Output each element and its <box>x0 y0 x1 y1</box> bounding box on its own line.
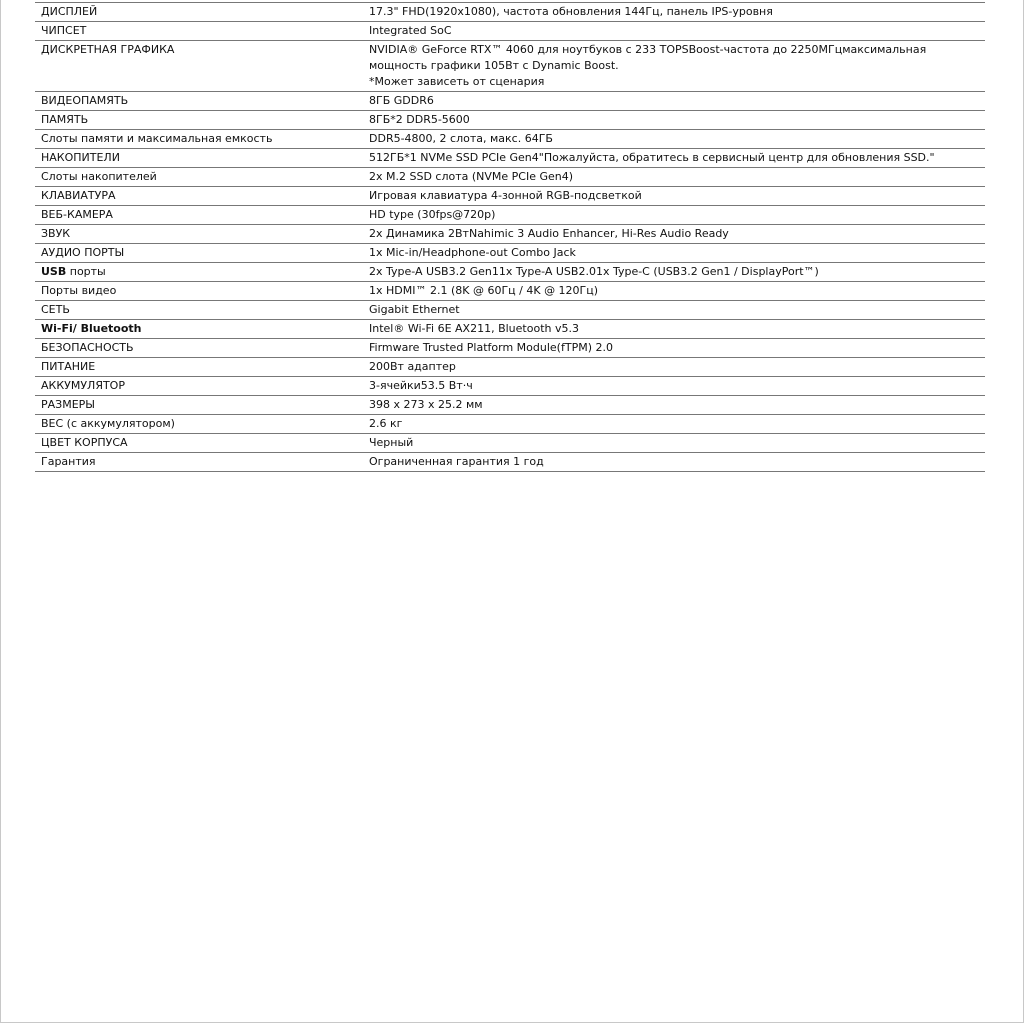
spec-value-line: 512ГБ*1 NVMe SSD PCIe Gen4"Пожалуйста, обратитесь в сервисный центр для обновления SSD." <box>369 151 935 164</box>
spec-row <box>35 244 985 263</box>
spec-label <box>35 225 365 244</box>
spec-value-line: Firmware Trusted Platform Module(fTPM) 2.0 <box>369 341 613 354</box>
spec-row <box>35 301 985 320</box>
spec-value <box>365 187 985 206</box>
spec-label <box>35 415 365 434</box>
spec-value-line: Gigabit Ethernet <box>369 303 460 316</box>
spec-label-text: ВЕБ-КАМЕРА <box>41 208 113 221</box>
spec-label-text: ДИСКРЕТНАЯ ГРАФИКА <box>41 43 175 56</box>
spec-label <box>35 41 365 92</box>
spec-label <box>35 434 365 453</box>
spec-value-line: 8ГБ GDDR6 <box>369 94 434 107</box>
spec-row <box>35 22 985 41</box>
spec-label-text: КЛАВИАТУРА <box>41 189 116 202</box>
spec-label <box>35 396 365 415</box>
spec-label-text: АУДИО ПОРТЫ <box>41 246 125 259</box>
spec-label-text: БЕЗОПАСНОСТЬ <box>41 341 134 354</box>
spec-label <box>35 339 365 358</box>
spec-value <box>365 320 985 339</box>
spec-row <box>35 320 985 339</box>
spec-row <box>35 282 985 301</box>
spec-label <box>35 301 365 320</box>
spec-value-line: Ограниченная гарантия 1 год <box>369 455 544 468</box>
spec-row <box>35 358 985 377</box>
spec-row <box>35 434 985 453</box>
spec-label-text: ПАМЯТЬ <box>41 113 89 126</box>
spec-label <box>35 149 365 168</box>
spec-value <box>365 244 985 263</box>
spec-value-line: NVIDIA® GeForce RTX™ 4060 для ноутбуков с 233 TOPSBoost-частота до 2250МГцмаксимальная мощность графики 105Вт с Dynamic Boost. <box>369 43 927 72</box>
spec-label-text: СЕТЬ <box>41 303 70 316</box>
spec-value <box>365 282 985 301</box>
spec-value-line: Игровая клавиатура 4-зонной RGB-подсветкой <box>369 189 642 202</box>
spec-label-text: ЦВЕТ КОРПУСА <box>41 436 128 449</box>
spec-label-text: Гарантия <box>41 455 96 468</box>
spec-label <box>35 358 365 377</box>
spec-value-line: 17.3" FHD(1920x1080), частота обновления 144Гц, панель IPS-уровня <box>369 5 773 18</box>
spec-value-line: 2x Type-A USB3.2 Gen11x Type-A USB2.01x Type-C (USB3.2 Gen1 / DisplayPort™) <box>369 265 819 278</box>
spec-label-text: ПИТАНИЕ <box>41 360 96 373</box>
spec-value <box>365 92 985 111</box>
spec-label-bold: Wi-Fi/ Bluetooth <box>41 322 142 335</box>
spec-row <box>35 396 985 415</box>
spec-value <box>365 149 985 168</box>
spec-value <box>365 3 985 22</box>
spec-label <box>35 453 365 472</box>
spec-value <box>365 453 985 472</box>
spec-value-line: 200Вт адаптер <box>369 360 456 373</box>
spec-value <box>365 206 985 225</box>
spec-label-text: Слоты памяти и максимальная емкость <box>41 132 273 145</box>
spec-value <box>365 130 985 149</box>
spec-value <box>365 396 985 415</box>
spec-row <box>35 206 985 225</box>
spec-value-line: 1x Mic-in/Headphone-out Combo Jack <box>369 246 576 259</box>
spec-value <box>365 358 985 377</box>
spec-table <box>35 2 985 472</box>
spec-label-text: ВИДЕОПАМЯТЬ <box>41 94 129 107</box>
spec-value-line: 2x M.2 SSD слота (NVMe PCIe Gen4) <box>369 170 574 183</box>
spec-table-body <box>35 3 985 472</box>
spec-value-line: DDR5-4800, 2 слота, макс. 64ГБ <box>369 132 553 145</box>
spec-label <box>35 206 365 225</box>
spec-value <box>365 263 985 282</box>
spec-label <box>35 320 365 339</box>
spec-label <box>35 187 365 206</box>
spec-value-line: Integrated SoC <box>369 24 452 37</box>
spec-label-text: Порты видео <box>41 284 117 297</box>
spec-label-text: ДИСПЛЕЙ <box>41 5 98 18</box>
spec-label <box>35 92 365 111</box>
spec-row <box>35 415 985 434</box>
spec-label <box>35 282 365 301</box>
spec-value-line: *Может зависеть от сценария <box>369 75 545 88</box>
spec-label-text: РАЗМЕРЫ <box>41 398 95 411</box>
spec-value-line: 1x HDMI™ 2.1 (8K @ 60Гц / 4K @ 120Гц) <box>369 284 599 297</box>
spec-row <box>35 187 985 206</box>
spec-value <box>365 301 985 320</box>
spec-label-text: АККУМУЛЯТОР <box>41 379 125 392</box>
spec-value-line: 8ГБ*2 DDR5-5600 <box>369 113 470 126</box>
spec-row <box>35 168 985 187</box>
spec-label <box>35 3 365 22</box>
spec-label-text: Слоты накопителей <box>41 170 157 183</box>
spec-row <box>35 111 985 130</box>
spec-label <box>35 22 365 41</box>
spec-label-text: ВЕС (с аккумулятором) <box>41 417 175 430</box>
spec-row <box>35 339 985 358</box>
spec-value-line: 398 x 273 x 25.2 мм <box>369 398 483 411</box>
spec-label-bold: USB <box>41 265 67 278</box>
spec-value <box>365 22 985 41</box>
spec-row <box>35 92 985 111</box>
spec-label-text: ЗВУК <box>41 227 71 240</box>
spec-row <box>35 41 985 92</box>
spec-value <box>365 339 985 358</box>
spec-value <box>365 225 985 244</box>
spec-value-line: HD type (30fps@720p) <box>369 208 496 221</box>
spec-label <box>35 263 365 282</box>
spec-label <box>35 377 365 396</box>
spec-row <box>35 263 985 282</box>
spec-value-line: 3-ячейки53.5 Вт·ч <box>369 379 473 392</box>
spec-value-line: Черный <box>369 436 414 449</box>
spec-row <box>35 225 985 244</box>
spec-label-text: ЧИПСЕТ <box>41 24 87 37</box>
spec-row <box>35 149 985 168</box>
spec-value <box>365 168 985 187</box>
spec-row <box>35 453 985 472</box>
spec-value <box>365 377 985 396</box>
spec-value-line: Intel® Wi-Fi 6E AX211, Bluetooth v5.3 <box>369 322 579 335</box>
spec-value <box>365 111 985 130</box>
spec-label <box>35 111 365 130</box>
spec-label <box>35 168 365 187</box>
spec-value <box>365 415 985 434</box>
spec-label-text: НАКОПИТЕЛИ <box>41 151 120 164</box>
spec-value <box>365 434 985 453</box>
spec-row <box>35 130 985 149</box>
spec-row <box>35 3 985 22</box>
spec-label-text: порты <box>66 265 106 278</box>
spec-row <box>35 377 985 396</box>
spec-label <box>35 244 365 263</box>
spec-value-line: 2x Динамика 2ВтNahimic 3 Audio Enhancer, Hi-Res Audio Ready <box>369 227 729 240</box>
spec-value <box>365 41 985 92</box>
spec-label <box>35 130 365 149</box>
spec-value-line: 2.6 кг <box>369 417 403 430</box>
